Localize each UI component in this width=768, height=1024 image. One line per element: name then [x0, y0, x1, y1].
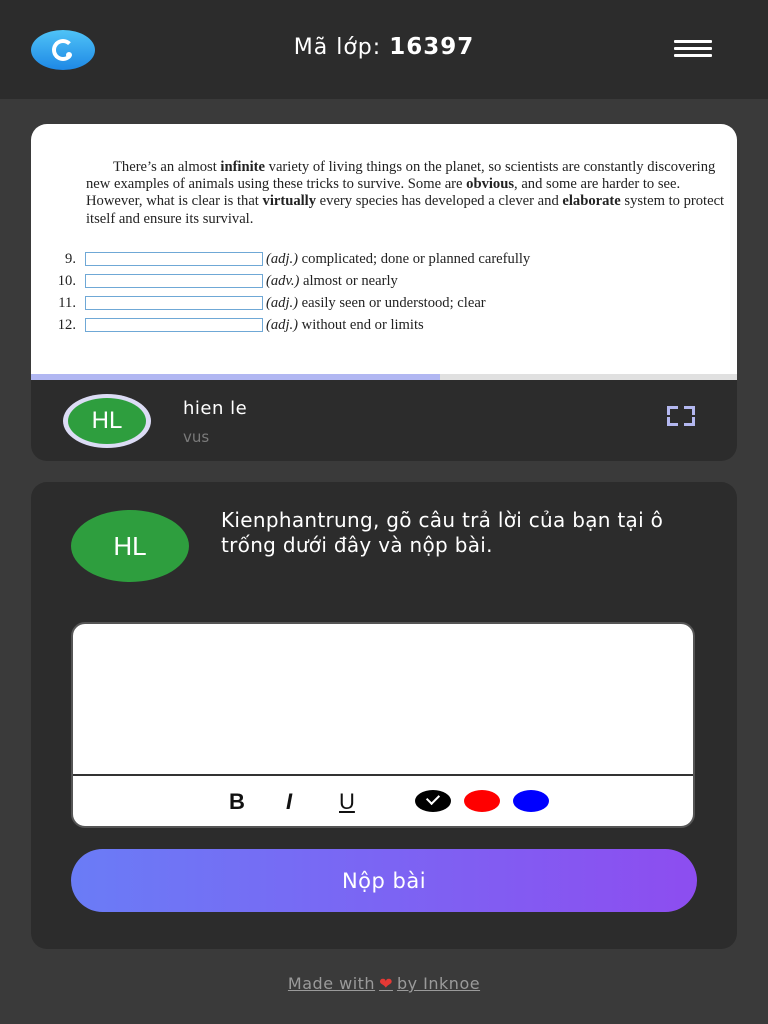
- color-black-swatch[interactable]: [415, 790, 451, 812]
- question-row: 10. (adv.) almost or nearly: [57, 273, 398, 289]
- answer-blank: [85, 296, 263, 310]
- top-bar: [0, 0, 768, 99]
- slide-image: [31, 124, 737, 380]
- class-code-label: Mã lớp:: [293, 35, 382, 60]
- footer: [0, 974, 768, 993]
- poster-avatar: HL: [63, 394, 151, 448]
- color-red-swatch[interactable]: [464, 790, 500, 812]
- slide-progress-bar: [31, 374, 737, 380]
- slide-card: [31, 124, 737, 461]
- inknoe-link[interactable]: Made with ❤ by Inknoe: [287, 974, 481, 993]
- fullscreen-expand-icon[interactable]: [667, 406, 695, 426]
- answer-blank: [85, 318, 263, 332]
- class-code: [0, 34, 768, 60]
- hamburger-menu-icon[interactable]: [674, 40, 712, 60]
- slide-progress-fill: [31, 374, 440, 380]
- checkmark-icon: [426, 791, 440, 805]
- answer-blank: [85, 252, 263, 266]
- answer-prompt: Kienphantrung, gõ câu trả lời của bạn tại ô trống dưới đây và nộp bài.: [221, 508, 664, 557]
- question-row: 12. (adj.) without end or limits: [57, 317, 424, 333]
- question-row: 9. (adj.) complicated; done or planned carefully: [65, 251, 531, 267]
- underline-button[interactable]: U: [339, 789, 355, 814]
- poster-subtitle: vus: [183, 428, 210, 446]
- answer-text-input[interactable]: [73, 624, 693, 774]
- answer-editor: [71, 622, 695, 828]
- slide-paragraph: There’s an almost infinite variety of living things on the planet, so scientists are constantly discovering new examples of animals using these tricks to survive. Some are obvious, and some are harder to see. However, what is clear is that virtually every species has developed a clever and elaborate system to protect itself and ensure its survival.: [86, 159, 725, 227]
- bold-button[interactable]: B: [229, 789, 245, 814]
- color-blue-swatch[interactable]: [513, 790, 549, 812]
- question-row: 11. (adj.) easily seen or understood; clear: [58, 295, 486, 311]
- italic-button[interactable]: I: [286, 789, 293, 814]
- heart-icon: ❤: [379, 974, 393, 993]
- student-avatar: HL: [71, 510, 189, 582]
- format-toolbar: [73, 774, 693, 828]
- answer-card: [31, 482, 737, 949]
- class-code-value: 16397: [389, 34, 475, 60]
- answer-blank: [85, 274, 263, 288]
- poster-name: hien le: [183, 398, 248, 419]
- submit-button[interactable]: Nộp bài: [71, 849, 697, 912]
